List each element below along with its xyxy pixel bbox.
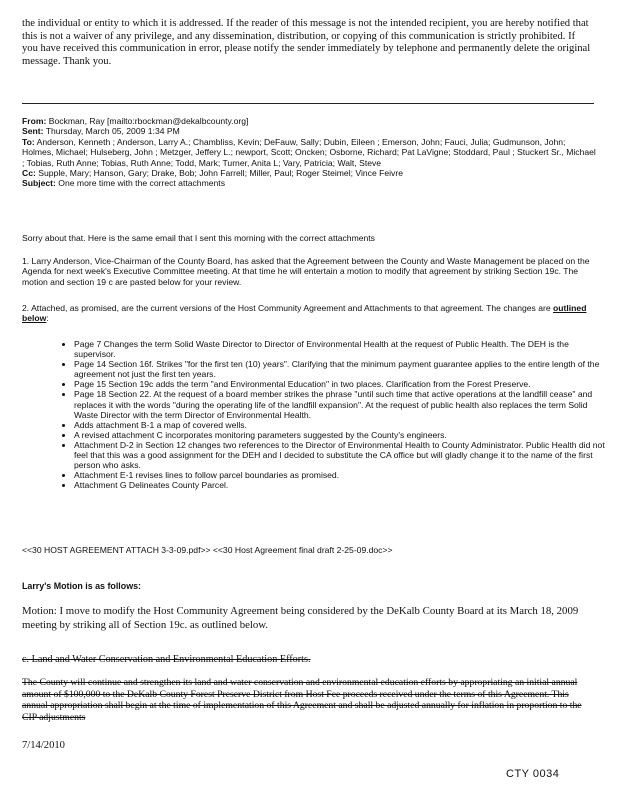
cc-value: Supple, Mary; Hanson, Gary; Drake, Bob; John Farrell; Miller, Paul; Roger Steimel; Vince Feivre (38, 168, 403, 179)
list-item: • Page 15 Section 19c adds the term "and Environmental Education" in two places. Clarification from the Forest Preserve. (74, 379, 610, 389)
to-value: Anderson, Kenneth ; Anderson, Larry A.; Chambliss, Kevin; DeFauw, Sally; Dubin, Eileen ; Emerson, John; Fauci, Julia; Gudmunson, John; Holmes, Michael; Hulseberg, John ; Metzger, Jeffery L.; newport, Scott; Oncken; Osborne, Richard; Pat LaVigne; Stoddard, Paul ; Stuckert Sr., Michael ; Tobias, Ruth Anne; Tobias, Ruth Anne; Todd, Mark; Turner, Anita L; Vary, Patricia; Walt, Steve (22, 136, 596, 168)
email-header (22, 116, 596, 189)
paragraph-2-outlined: outlined below (22, 303, 587, 324)
list-item: • Page 14 Section 16f. Strikes "for the first ten (10) years". Clarifying that the minimum payment guarantee applies to the entire length of the agreement not just the first ten years. (74, 359, 610, 379)
confidentiality-notice: the individual or entity to which it is addressed. If the reader of this message is not the intended recipient, you are hereby notified that this is not a waiver of any privilege, and any dissemination, distribution, or copying of this communication is strictly prohibited. If you have received this communication in error, please notify the sender immediately by telephone and permanently delete the original message. Thank you. (22, 18, 591, 67)
list-item: • Attachment D-2 in Section 12 changes two references to the Director of Environmental Health to County Administrator. Public Health did not feel that this was a good assignment for the DEH and I decided to substitute the CA office but will gladly change it to the name of the first person who asks. (74, 440, 610, 470)
from-label: From: (22, 116, 47, 126)
to-label: To: (22, 136, 35, 147)
list-item: • A revised attachment C incorporates monitoring parameters suggested by the County's engineers. (74, 430, 610, 440)
changes-list (60, 339, 610, 490)
list-item: • Attachment G Delineates County Parcel. (74, 480, 610, 490)
cc-label: Cc: (22, 168, 36, 179)
email-from-line (22, 116, 596, 126)
struck-section-body: The County will continue and strengthen its land and water conservation and environmental education efforts by appropriating an initial annual amount of $100,000 to the DeKalb County Forest Preserve District from Host Fee proceeds received under the terms of this Agreement. This annual appropriation shall begin at the time of implementation of this Agreement and shall be adjusted annually for inflation in proportion to the CIP adjustments (22, 677, 582, 723)
subject-value: One more time with the correct attachments (58, 178, 225, 189)
paragraph-2-text: 2. Attached, as promised, are the current versions of the Host Community Agreement and Attachments to that agreement. The changes are (22, 303, 554, 313)
sent-value: Thursday, March 05, 2009 1:34 PM (45, 126, 180, 137)
subject-label: Subject: (22, 178, 56, 189)
from-value: Bockman, Ray [mailto:rbockman@dekalbcounty.org] (48, 116, 249, 126)
list-item: • Adds attachment B-1 a map of covered wells. (74, 420, 610, 430)
paragraph-2 (22, 303, 596, 324)
list-item: • Page 18 Section 22. At the request of a board member strikes the phrase "until such time that active operations at the landfill cease" and replaces it with the words "during the operating life of the landfill expansion". At the request of public health also replaces the term Solid Waste Director with the term Director of Environmental Health. (74, 389, 610, 419)
list-item: • Attachment E-1 revises lines to follow parcel boundaries as promised. (74, 470, 610, 480)
motion-heading: Larry's Motion is as follows: (22, 581, 141, 591)
footer-date: 7/14/2010 (22, 740, 65, 751)
paragraph-1: 1. Larry Anderson, Vice-Chairman of the County Board, has asked that the Agreement between the County and Waste Management be placed on the Agenda for next week's Executive Committee meeting. At that time he will entertain a motion to modify that agreement by striking Section 19c. The motion and section 19 c are pasted below for your review. (22, 256, 590, 287)
list-item: • Page 7 Changes the term Solid Waste Director to Director of Environmental Health at the request of Public Health. The DEH is the supervisor. (74, 339, 610, 359)
struck-section-title: c. Land and Water Conservation and Environmental Education Efforts. (22, 654, 311, 665)
email-sent-line (22, 126, 596, 136)
sent-label: Sent: (22, 126, 44, 137)
email-subject-line (22, 178, 596, 188)
paragraph-2-colon: : (46, 313, 49, 324)
motion-text: I move to modify the Host Community Agreement being considered by the DeKalb County Board at its March 18, 2009 meeting by striking all of Section 19c. as outlined below. (22, 605, 579, 631)
motion-paragraph (22, 605, 596, 632)
attachments-line[interactable]: <<30 HOST AGREEMENT ATTACH 3-3-09.pdf>> <<30 Host Agreement final draft 2-25-09.doc>> (22, 545, 393, 555)
apology-paragraph: Sorry about that. Here is the same email that I sent this morning with the correct attachments (22, 233, 375, 243)
email-cc-line (22, 168, 596, 178)
bates-number: CTY 0034 (506, 768, 560, 780)
separator-line (22, 103, 594, 104)
motion-label: Motion: (22, 605, 57, 617)
email-to-line (22, 137, 596, 168)
